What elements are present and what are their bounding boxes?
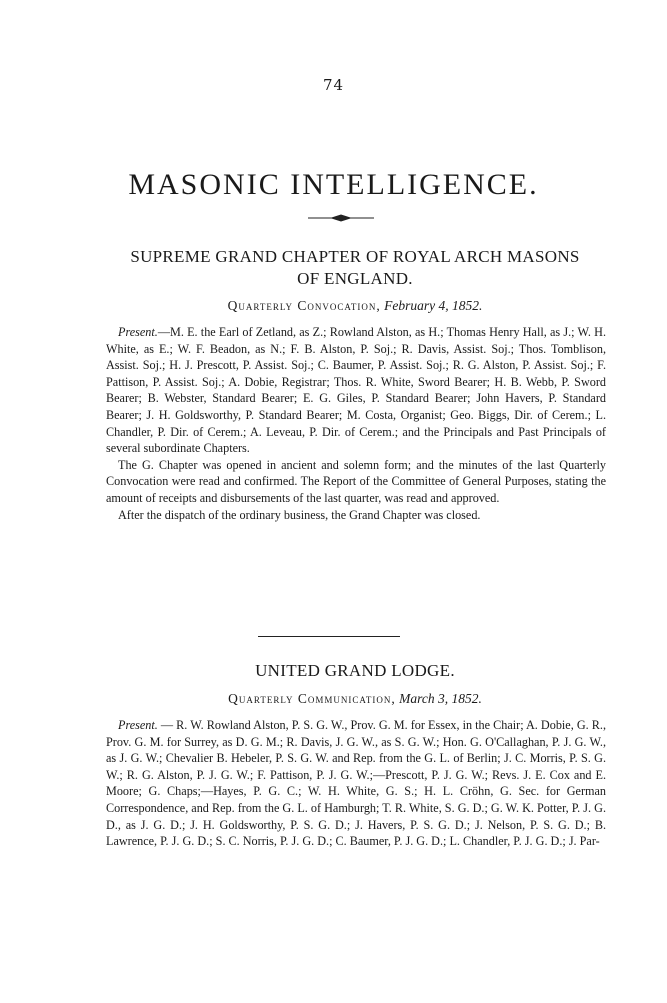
heading-line-1: SUPREME GRAND CHAPTER OF ROYAL ARCH MASONS [130,247,580,266]
section-heading-united-grand-lodge: UNITED GRAND LODGE. [255,661,455,680]
section-subheading-convocation [105,298,605,314]
present-label: Present. [118,325,158,339]
page-number: 74 [322,76,345,94]
section-subheading-communication [105,691,605,707]
present-text: —M. E. the Earl of Zetland, as Z.; Rowland Alston, as H.; Thomas Henry Hall, as J.; W. H. White, as E.; W. F. Beadon, as N.; F. B. Alston, P. Soj.; R. Davis, Assist. Soj.; Thos. Tomblison, Assist. Soj.; H. J. Prescott, P. Assist. Soj.; C. Baumer, P. Assist. Soj.; R. G. Alston, P. Assist. Soj.; F. Pattison, P. Assist. Soj.; A. Dobie, Registrar; Thos. R. White, Sword Bearer; H. B. Webb, P. Sword Bearer; B. Webster, Standard Bearer; E. G. Giles, P. Standard Bearer; John Havers, P. Standard Bearer; J. H. Goldsworthy, P. Standard Bearer; M. Costa, Organist; Geo. Biggs, Dir. of Cerem.; L. Chandler, P. Dir. of Cerem.; A. Leveau, P. Dir. of Cerem.; and the Principals and Past Principals of several subordinate Chapters. [106,325,606,456]
ornament-divider [308,213,374,223]
present-text: — R. W. Rowland Alston, P. S. G. W., Prov. G. M. for Essex, in the Chair; A. Dobie, G. R., Prov. G. M. for Surrey, as D. G. M.; R. Davis, J. G. W., as S. G. W.; Hon. G. O'Callaghan, P. J. G. W., as J. G. W.; Chevalier B. Hebeler, P. S. G. W. and Rep. from the G. L. of Berlin; J. C. Morris, P. S. G. W.; R. G. Alston, P. J. G. W.; F. Pattison, P. J. G. W.;—Prescott, P. J. G. W.; Revs. J. E. Cox and E. Moore; G. Chaps;—Hayes, P. G. C.; W. H. White, G. S.; H. L. Cröhn, G. Sec. for German Correspondence, and Rep. from the G. L. of Hamburgh; T. R. White, S. G. D.; G. W. K. Potter, P. J. G. D., as J. G. D.; J. H. Goldsworthy, P. S. G. D.; J. Havers, P. S. G. D.; J. Nelson, P. S. G. D.; B. Lawrence, P. J. G. D.; S. C. Norris, P. J. G. D.; C. Baumer, P. J. G. D.; L. Chandler, P. J. G. D.; J. Par- [106,718,606,849]
body-paragraph: After the dispatch of the ordinary business, the Grand Chapter was closed. [118,507,481,522]
present-paragraph [106,717,606,850]
convocation-label: Quarterly Convocation, [227,298,381,313]
present-paragraph [106,324,606,457]
section-divider [258,636,400,637]
communication-label: Quarterly Communication, [228,691,396,706]
heading-line-2: OF ENGLAND. [297,269,413,288]
page-title: MASONIC INTELLIGENCE. [128,168,539,201]
section1-body [106,324,606,523]
section-heading-supreme-grand-chapter [105,246,605,290]
body-paragraph: The G. Chapter was opened in ancient and solemn form; and the minutes of the last Quarterly Convocation were read and confirmed. The Report of the Committee of General Purposes, stating the amount of receipts and disbursements of the last quarter, was read and approved. [106,457,606,505]
present-label: Present. [118,718,158,732]
convocation-date: February 4, 1852. [384,298,483,313]
section2-body [106,717,606,850]
communication-date: March 3, 1852. [399,691,482,706]
